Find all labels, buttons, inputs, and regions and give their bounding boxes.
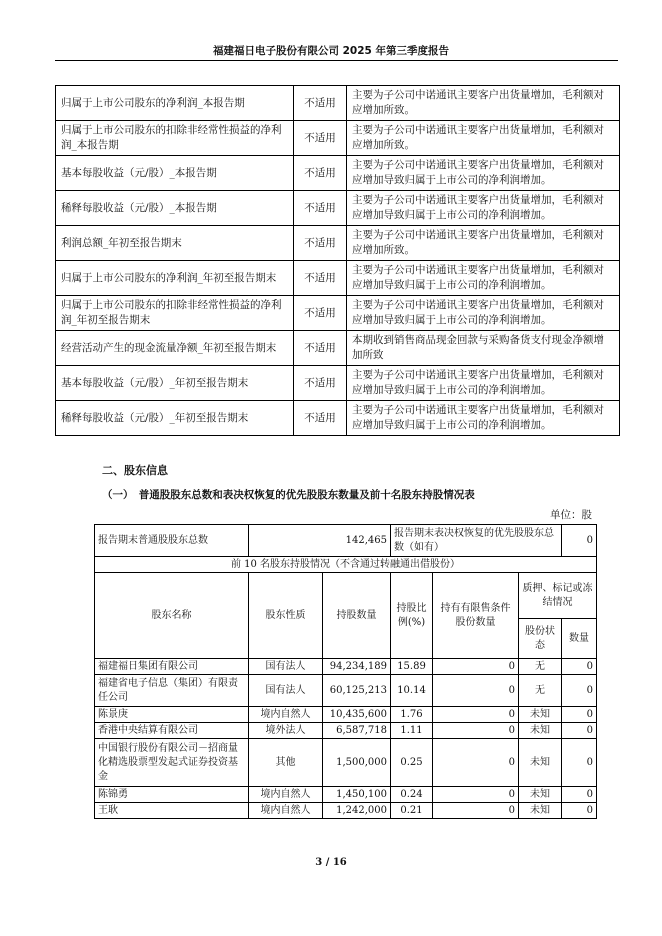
reason-text-cell: 主要为子公司中诺通讯主要客户出货量增加，毛利额对应增加所致。	[347, 226, 620, 261]
shareholder-pledge-state: 未知	[519, 787, 562, 803]
shareholder-qty: 60,125,213	[323, 675, 391, 707]
reason-status-cell: 不适用	[294, 366, 347, 401]
shareholder-ratio: 1.76	[391, 707, 433, 723]
reason-status-cell: 不适用	[294, 86, 347, 121]
shareholder-name: 香港中央结算有限公司	[95, 723, 249, 739]
shareholder-name: 中国银行股份有限公司－招商量化精选股票型发起式证券投资基金	[95, 739, 249, 787]
shareholder-pledge-state: 未知	[519, 707, 562, 723]
reason-item-cell: 稀释每股收益（元/股）_本报告期	[56, 191, 294, 226]
shareholder-row	[95, 707, 597, 723]
reason-row	[56, 156, 620, 191]
shareholder-restricted: 0	[433, 659, 519, 675]
shareholder-nature: 境外法人	[249, 723, 323, 739]
reason-item-cell: 基本每股收益（元/股）_年初至报告期末	[56, 366, 294, 401]
reason-item-cell: 利润总额_年初至报告期末	[56, 226, 294, 261]
reason-item-cell: 归属于上市公司股东的净利润_本报告期	[56, 86, 294, 121]
shareholder-table	[94, 524, 597, 819]
reason-row	[56, 121, 620, 156]
reason-status-cell: 不适用	[294, 296, 347, 331]
reason-text-cell: 主要为子公司中诺通讯主要客户出货量增加，毛利额对应增加导致归属于上市公司的净利润增加。	[347, 296, 620, 331]
shareholder-ratio: 0.21	[391, 803, 433, 819]
shareholder-restricted: 0	[433, 707, 519, 723]
shareholder-ratio: 0.24	[391, 787, 433, 803]
shareholder-pledge-state: 无	[519, 675, 562, 707]
shareholder-nature: 其他	[249, 739, 323, 787]
subsection-title: （一） 普通股股东总数和表决权恢复的优先股股东数量及前十名股东持股情况表	[102, 489, 475, 501]
reason-status-cell: 不适用	[294, 191, 347, 226]
reason-status-cell: 不适用	[294, 261, 347, 296]
common-holders-value: 142,465	[249, 525, 391, 557]
reason-row	[56, 86, 620, 121]
col-header-name: 股东名称	[95, 573, 249, 659]
reason-text-cell: 主要为子公司中诺通讯主要客户出货量增加，毛利额对应增加导致归属于上市公司的净利润增加。	[347, 401, 620, 436]
reason-item-cell: 经营活动产生的现金流量净额_年初至报告期末	[56, 331, 294, 366]
shareholder-qty: 6,587,718	[323, 723, 391, 739]
shareholder-restricted: 0	[433, 723, 519, 739]
col-header-qty: 持股数量	[323, 573, 391, 659]
reason-item-cell: 归属于上市公司股东的扣除非经常性损益的净利润_本报告期	[56, 121, 294, 156]
reason-text-cell: 主要为子公司中诺通讯主要客户出货量增加，毛利额对应增加所致。	[347, 121, 620, 156]
shareholder-pledge-qty: 0	[562, 675, 597, 707]
shareholder-pledge-qty: 0	[562, 739, 597, 787]
reason-row	[56, 366, 620, 401]
shareholder-ratio: 15.89	[391, 659, 433, 675]
col-header-restricted: 持有有限售条件股份数量	[433, 573, 519, 659]
col-header-pledge-status: 股份状态	[519, 619, 562, 659]
shareholder-nature: 境内自然人	[249, 803, 323, 819]
col-header-pledge-qty: 数量	[562, 619, 597, 659]
change-reason-table	[55, 85, 620, 436]
shareholder-pledge-state: 未知	[519, 739, 562, 787]
shareholder-pledge-state: 未知	[519, 803, 562, 819]
reason-text-cell: 主要为子公司中诺通讯主要客户出货量增加，毛利额对应增加导致归属于上市公司的净利润增加。	[347, 191, 620, 226]
shareholder-pledge-state: 无	[519, 659, 562, 675]
shareholder-name: 陈锦勇	[95, 787, 249, 803]
page-number: 3 / 16	[315, 857, 347, 868]
common-holders-label: 报告期末普通股股东总数	[95, 525, 249, 557]
reason-row	[56, 296, 620, 331]
shareholder-pledge-qty: 0	[562, 787, 597, 803]
reason-status-cell: 不适用	[294, 226, 347, 261]
shareholder-row	[95, 739, 597, 787]
shareholder-nature: 境内自然人	[249, 707, 323, 723]
shareholder-qty: 1,500,000	[323, 739, 391, 787]
reason-row	[56, 261, 620, 296]
shareholder-restricted: 0	[433, 803, 519, 819]
shareholder-pledge-qty: 0	[562, 723, 597, 739]
shareholder-qty: 1,242,000	[323, 803, 391, 819]
shareholder-ratio: 10.14	[391, 675, 433, 707]
top10-title: 前 10 名股东持股情况（不含通过转融通出借股份）	[95, 557, 597, 573]
shareholder-pledge-qty: 0	[562, 707, 597, 723]
reason-text-cell: 主要为子公司中诺通讯主要客户出货量增加，毛利额对应增加导致归属于上市公司的净利润增加。	[347, 261, 620, 296]
shareholder-row	[95, 723, 597, 739]
reason-status-cell: 不适用	[294, 121, 347, 156]
shareholder-qty: 10,435,600	[323, 707, 391, 723]
shareholder-pledge-qty: 0	[562, 659, 597, 675]
reason-item-cell: 归属于上市公司股东的净利润_年初至报告期末	[56, 261, 294, 296]
shareholder-pledge-state: 未知	[519, 723, 562, 739]
shareholder-row	[95, 659, 597, 675]
pref-holders-label: 报告期末表决权恢复的优先股股东总数（如有）	[391, 525, 562, 557]
reason-row	[56, 331, 620, 366]
reason-row	[56, 191, 620, 226]
reason-status-cell: 不适用	[294, 401, 347, 436]
shareholder-row	[95, 787, 597, 803]
page-header-title: 福建福日电子股份有限公司 2025 年第三季度报告	[212, 45, 450, 57]
reason-text-cell: 主要为子公司中诺通讯主要客户出货量增加，毛利额对应增加所致。	[347, 86, 620, 121]
reason-status-cell: 不适用	[294, 156, 347, 191]
shareholder-ratio: 0.25	[391, 739, 433, 787]
reason-row	[56, 226, 620, 261]
shareholder-nature: 境内自然人	[249, 787, 323, 803]
shareholder-name: 福建省电子信息（集团）有限责任公司	[95, 675, 249, 707]
reason-item-cell: 稀释每股收益（元/股）_年初至报告期末	[56, 401, 294, 436]
col-header-ratio: 持股比例(%)	[391, 573, 433, 659]
reason-text-cell: 本期收到销售商品现金回款与采购备货支付现金净额增加所致	[347, 331, 620, 366]
col-header-pledge: 质押、标记或冻结情况	[519, 573, 597, 619]
shareholder-restricted: 0	[433, 675, 519, 707]
header-divider	[55, 60, 618, 61]
shareholder-row	[95, 675, 597, 707]
shareholder-pledge-qty: 0	[562, 803, 597, 819]
shareholder-name: 王耿	[95, 803, 249, 819]
reason-text-cell: 主要为子公司中诺通讯主要客户出货量增加，毛利额对应增加导致归属于上市公司的净利润增加。	[347, 156, 620, 191]
unit-label: 单位：股	[550, 509, 592, 521]
col-header-nature: 股东性质	[249, 573, 323, 659]
reason-item-cell: 归属于上市公司股东的扣除非经常性损益的净利润_年初至报告期末	[56, 296, 294, 331]
shareholder-restricted: 0	[433, 739, 519, 787]
shareholder-row	[95, 803, 597, 819]
shareholder-ratio: 1.11	[391, 723, 433, 739]
shareholder-restricted: 0	[433, 787, 519, 803]
shareholder-nature: 国有法人	[249, 659, 323, 675]
shareholder-qty: 94,234,189	[323, 659, 391, 675]
shareholder-name: 陈景庚	[95, 707, 249, 723]
shareholder-nature: 国有法人	[249, 675, 323, 707]
shareholder-name: 福建福日集团有限公司	[95, 659, 249, 675]
reason-row	[56, 401, 620, 436]
shareholder-qty: 1,450,100	[323, 787, 391, 803]
reason-text-cell: 主要为子公司中诺通讯主要客户出货量增加，毛利额对应增加导致归属于上市公司的净利润增加。	[347, 366, 620, 401]
section-title-shareholders: 二、股东信息	[102, 464, 168, 477]
reason-item-cell: 基本每股收益（元/股）_本报告期	[56, 156, 294, 191]
reason-status-cell: 不适用	[294, 331, 347, 366]
pref-holders-value: 0	[562, 525, 597, 557]
